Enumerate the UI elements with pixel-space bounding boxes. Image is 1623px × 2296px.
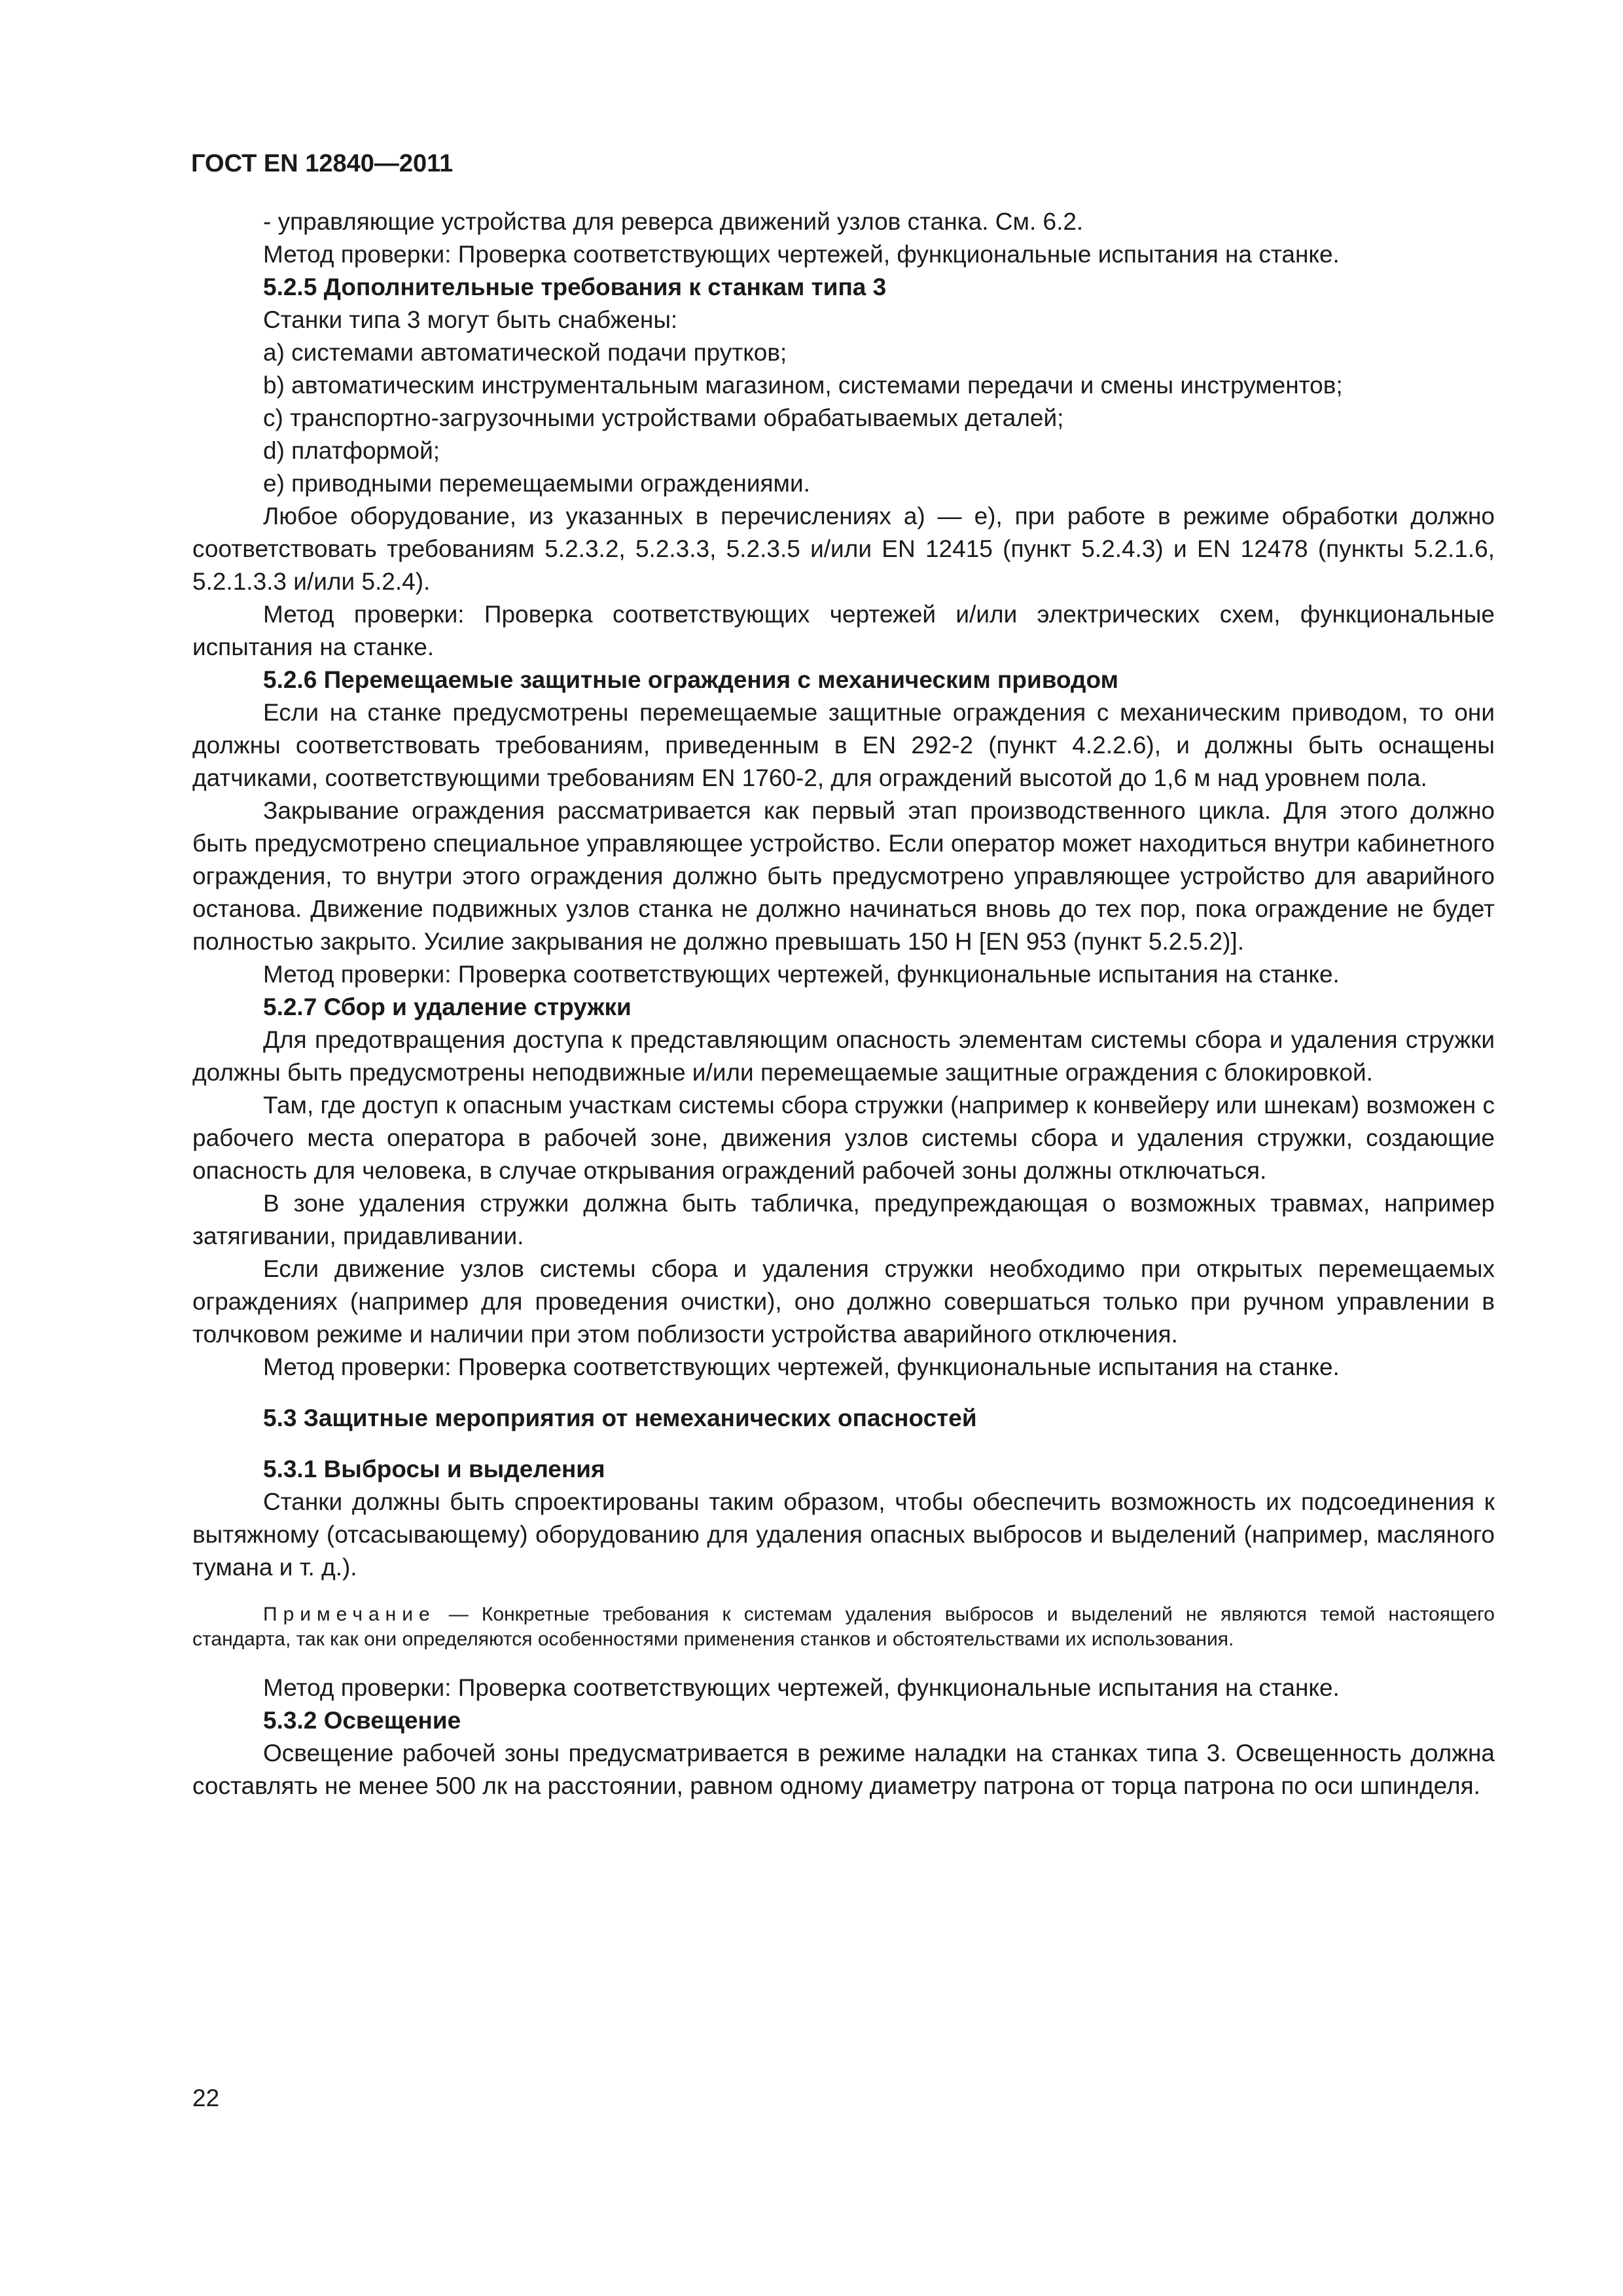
test-method: Метод проверки: Проверка соответствующих чертежей, функциональные испытания на станке. bbox=[263, 1354, 1340, 1380]
list-item-e: e) приводными перемещаемыми ограждениями. bbox=[263, 470, 810, 497]
document-body bbox=[192, 206, 1495, 1803]
test-method: Метод проверки: Проверка соответствующих чертежей, функциональные испытания на станке. bbox=[263, 1674, 1340, 1701]
list-item-d: d) платформой; bbox=[263, 437, 440, 464]
paragraph: Там, где доступ к опасным участкам системы сбора стружки (например к конвейеру или шнекам) возможен с рабочего места оператора в рабочей зоне, движения узлов системы сбора и удаления стружки, создающие опасность для человека, в случае открывания ограждений рабочей зоны должны отключаться. bbox=[192, 1092, 1495, 1184]
list-item-c: c) транспортно-загрузочными устройствами обрабатываемых деталей; bbox=[263, 404, 1064, 431]
list-item-a: a) системами автоматической подачи прутков; bbox=[263, 339, 787, 366]
list-item-reverse-controls: - управляющие устройства для реверса движений узлов станка. См. 6.2. bbox=[263, 208, 1084, 235]
paragraph: В зоне удаления стружки должна быть табличка, предупреждающая о возможных травмах, например затягивании, придавливании. bbox=[192, 1190, 1495, 1249]
test-method: Метод проверки: Проверка соответствующих чертежей, функциональные испытания на станке. bbox=[263, 961, 1340, 988]
section-heading-5-2-5: 5.2.5 Дополнительные требования к станкам типа 3 bbox=[263, 274, 887, 300]
paragraph: Любое оборудование, из указанных в перечислениях a) — e), при работе в режиме обработки должно соответствовать требованиям 5.2.3.2, 5.2.3.3, 5.2.3.5 и/или EN 12415 (пункт 5.2.4.3) и EN 12478 (пункты 5.2.1.6, 5.2.1.3.3 и/или 5.2.4). bbox=[192, 503, 1495, 595]
test-method: Метод проверки: Проверка соответствующих чертежей, функциональные испытания на станке. bbox=[263, 241, 1340, 268]
document-header: ГОСТ EN 12840—2011 bbox=[191, 150, 454, 177]
paragraph: Станки типа 3 могут быть снабжены: bbox=[263, 306, 678, 333]
note-text: — Конкретные требования к системам удаления выбросов и выделений не являются темой настоящего стандарта, так как они определяются особенностями применения станков и обстоятельствами их использования. bbox=[192, 1604, 1495, 1650]
section-heading-5-3: 5.3 Защитные мероприятия от немеханических опасностей bbox=[263, 1405, 977, 1431]
section-heading-5-2-6: 5.2.6 Перемещаемые защитные ограждения с механическим приводом bbox=[263, 666, 1119, 693]
section-heading-5-2-7: 5.2.7 Сбор и удаление стружки bbox=[263, 994, 632, 1020]
paragraph: Для предотвращения доступа к представляющим опасность элементам системы сбора и удаления стружки должны быть предусмотрены неподвижные и/или перемещаемые защитные ограждения с блокировкой. bbox=[192, 1026, 1495, 1086]
paragraph: Освещение рабочей зоны предусматривается в режиме наладки на станках типа 3. Освещенность должна составлять не менее 500 лк на расстоянии, равном одному диаметру патрона от торца патрона по оси шпинделя. bbox=[192, 1740, 1495, 1799]
note bbox=[192, 1602, 1495, 1652]
paragraph: Если движение узлов системы сбора и удаления стружки необходимо при открытых перемещаемых ограждениях (например для проведения очистки), оно должно совершаться только при ручном управлении в толчковом режиме и наличии при этом поблизости устройства аварийного отключения. bbox=[192, 1255, 1495, 1348]
test-method: Метод проверки: Проверка соответствующих чертежей и/или электрических схем, функциональные испытания на станке. bbox=[192, 601, 1495, 660]
paragraph: Станки должны быть спроектированы таким образом, чтобы обеспечить возможность их подсоединения к вытяжному (отсасывающему) оборудованию для удаления опасных выбросов и выделений (например, масляного тумана и т. д.). bbox=[192, 1488, 1495, 1581]
list-item-b: b) автоматическим инструментальным магазином, системами передачи и смены инструментов; bbox=[263, 372, 1343, 399]
paragraph: Закрывание ограждения рассматривается как первый этап производственного цикла. Для этого должно быть предусмотрено специальное управляющее устройство. Если оператор может находиться внутри кабинетного ограждения, то внутри этого ограждения должно быть предусмотрено управляющее устройство для аварийного останова. Движение подвижных узлов станка не должно начинаться вновь до тех пор, пока ограждение не будет полностью закрыто. Усилие закрывания не должно превышать 150 Н [EN 953 (пункт 5.2.5.2)]. bbox=[192, 797, 1495, 955]
paragraph: Если на станке предусмотрены перемещаемые защитные ограждения с механическим приводом, то они должны соответствовать требованиям, приведенным в EN 292-2 (пункт 4.2.2.6), и должны быть оснащены датчиками, соответствующими требованиям EN 1760-2, для ограждений высотой до 1,6 м над уровнем пола. bbox=[192, 699, 1495, 791]
note-label: Примечание bbox=[263, 1604, 436, 1625]
section-heading-5-3-2: 5.3.2 Освещение bbox=[263, 1707, 461, 1734]
page-number: 22 bbox=[192, 2085, 220, 2111]
section-heading-5-3-1: 5.3.1 Выбросы и выделения bbox=[263, 1456, 605, 1482]
